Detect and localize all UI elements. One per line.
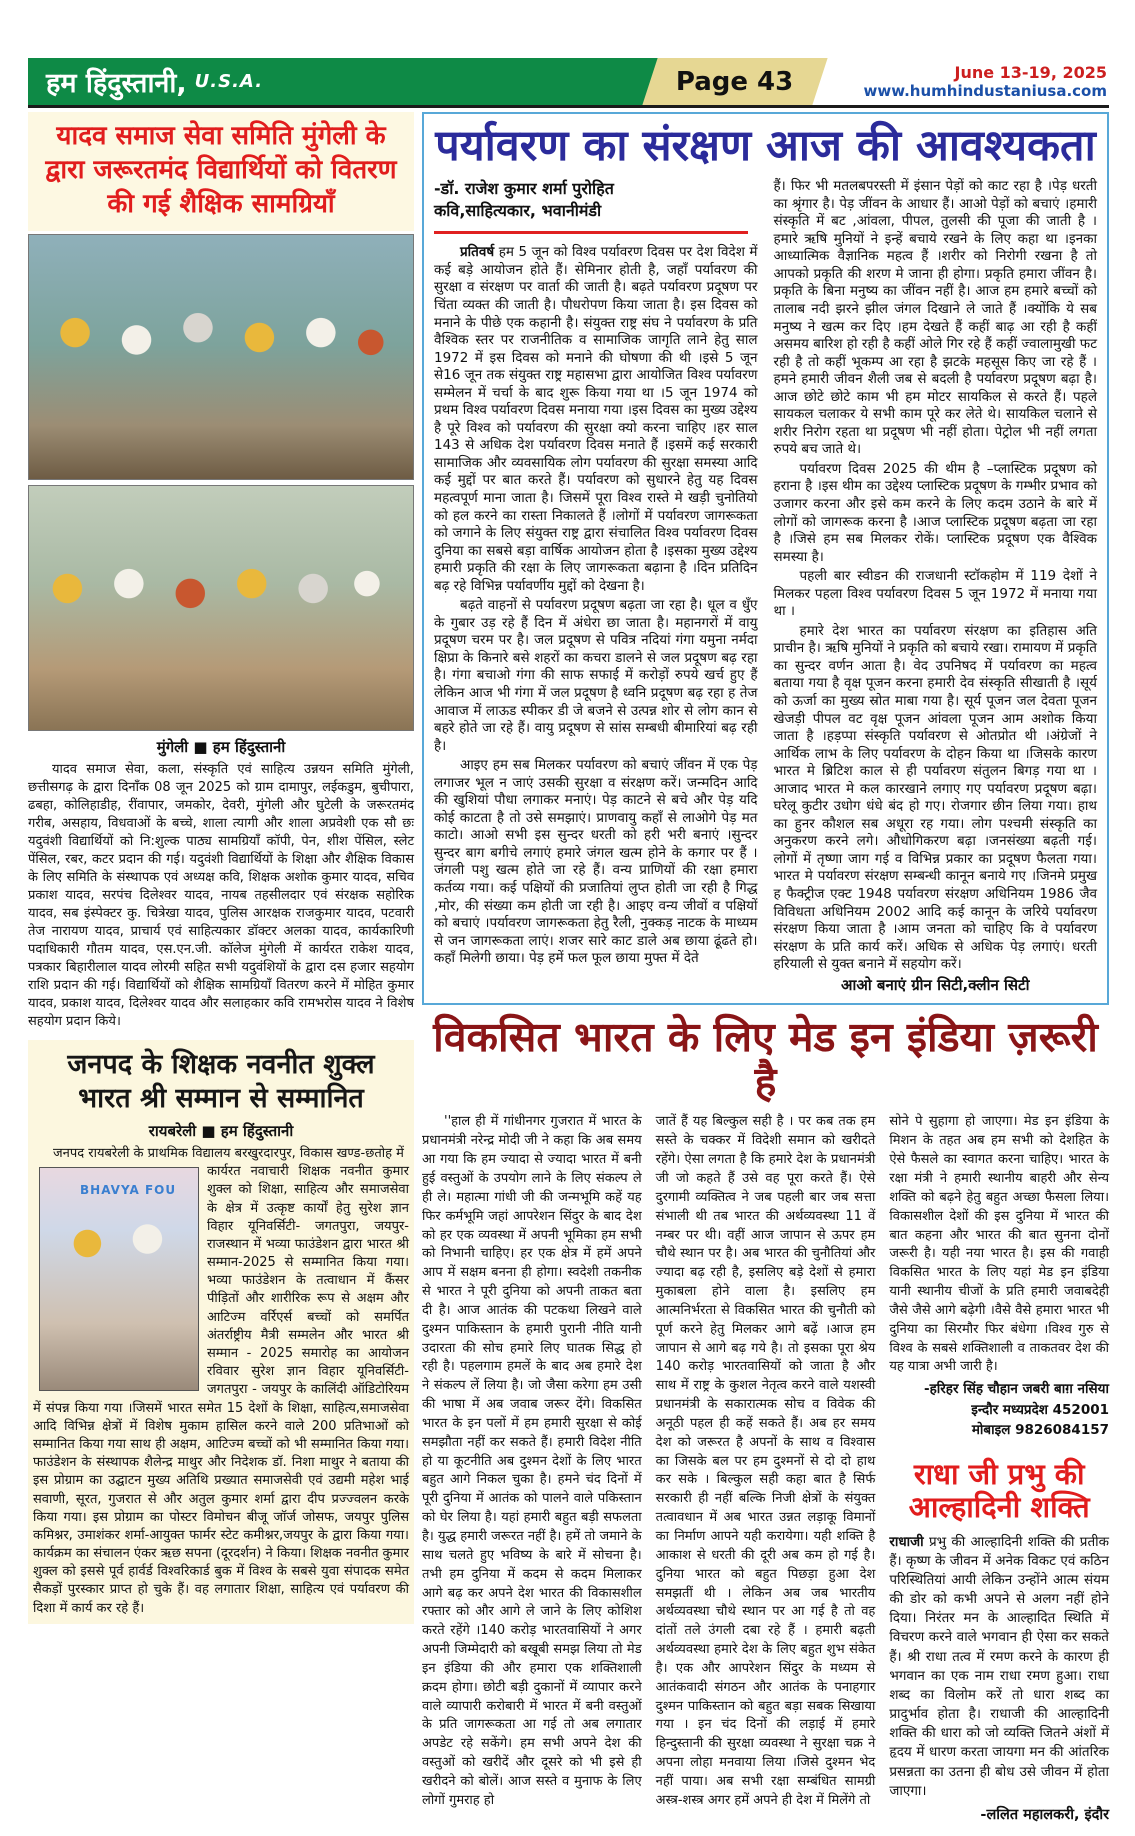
red-divider-rule	[434, 231, 748, 234]
shukla-article	[28, 1040, 414, 1623]
yadav-headline: यादव समाज सेवा समिति मुंगेली के द्वारा जरूरतमंद विद्यार्थियों को वितरण की गई शैक्षिक सामग्रियाँ	[45, 121, 397, 219]
website-url: www.humhindustaniusa.com	[863, 82, 1107, 100]
environment-columns	[434, 178, 1097, 995]
radha-headline-line1: राधा जी प्रभु की	[913, 1457, 1085, 1492]
shukla-body	[33, 1145, 409, 1618]
issue-info	[863, 58, 1109, 105]
article-paragraph: आइए हम सब मिलकर पर्यावरण को बचाएं जींवन में एक पेड़ लगाजर भूल न जाएं उसकी सुरक्षा व संरक्षण करें। जन्मदिन आदि की खुशियां पौधा लगाकर मनाएं। पेड़ काटने से बचे और पेड़ यदि कोई काटता है तो उसे समझाएं। प्राणवायु कहाँ से लाओगे पेड़ मत काटो। आओ सभी इस सुन्दर धरती को हरी भरी बनाएं ।सुन्दर सुन्दर बाग बगीचे लगाएं हमारे जंगल खत्म होने के कगार पर हैं ।जंगली पशु खत्म होते जा रहे हैं। वन्य प्राणियों की रक्षा हमारा कर्तव्य गया। कई पक्षियों की प्रजातियां लुप्त होती जा रही है गिद्ध ,मोर, की संख्या कम होती जा रही है। आइए वन्य जीवों व पक्षियों को बचाएं ।पर्यावरण जागरूकता हेतु रैली, नुक्कड़ नाटक के माध्यम से जन जागरूकता लाएं। शजर सारे काट डाले अब छाया ढूंढते हो। कहाँ मिलेगी छाया। पेड़ हमें फल फूल छाया मुफ्त में देते	[434, 757, 758, 967]
right-column	[422, 112, 1109, 1826]
article-paragraph: ''हाल ही में गांधीनगर गुजरात में भारत के प्रधानमंत्री नरेन्द्र मोदी जी ने कहा कि अब समय आ गया कि हम ज्यादा से ज्यादा भारत में बनी हुई वस्तुओं के उपयोग लाने के लिए संकल्प ले ही ले। महात्मा गांधी जी की जन्मभूमि कहें यह फिर कर्मभूमि जहां आपरेशन सिंदुर के बाद देश को हर एक व्यवस्था में अपनी भूमिका हम सभी को निभानी चाहिए। हर एक क्षेत्र में हमें अपने आप में सक्षम बनना ही होगा। स्वदेशी तकनीक से भारत ने पूरी दुनिया को अपनी ताकत बता दी है। आज आतंक की पटकथा लिखने वाले दुश्मन पाकिस्तान के हमारी पुरानी नीति यानी उदारता की सोच हमारे लिए घातक सिद्ध हो रही है। पहलगाम हमलें के बाद अब हमारे देश ने संकल्प लें लिया है। जो जैसा करेगा हम उसी की भाषा में अब जवाब जरूर देंगे। विकसित भारत के इन पलों में हम हमारी सुरक्षा से कोई समझौता नहीं कर सकते हैं। हमारी विदेश नीति हो या कूटनीति अब दुश्मन देशों के लिए भारत बहुत आगे निकल चुका है। हमने चंद दिनों में पूरी दुनिया में आतंक को पालने वाले पकिस्तान को घेर लिया है। यहां हमारी बहुत बड़ी सफलता है। युद्ध हमारी जरूरत नहीं है। हमें तो जमाने के साथ चलते हुए भविष्य के बारे में सोचना है। तभी हम दुनिया में कदम से कदम मिलाकर आगे बढ़ कर अपने देश भारत की विकासशील रफ्तार को और आगे ले जाने के लिए कोशिश करते रहेंगे ।140 करोड़ भारतवासियों ने अगर अपनी जिम्मेदारी को बखूबी समझ लिया तो मेड इन इंडिया की और हमारा एक शक्तिशाली क्रदम होगा। छोटी बड़ी दुकानों में व्यापार करने वाले व्यापारी करोबारी में भारत में बनी वस्तुओं के प्रति जागरूकता आ गई तो अब लगातार अपडेट रहे सकेंगे। हम सभी अपने देश की वस्तुओं को खरीदें और दूसरे को भी इसे ही खरीदने को बोलें। आज सस्ते व मुनाफ के लिए लोगों गुमराह हो	[422, 1114, 642, 1808]
made-column-1	[422, 1113, 642, 1825]
paragraph-text: प्रभु की आल्हादिनी शक्ति की प्रतीक हैं। कृष्ण के जीवन में अनेक विकट एवं कठिन परिस्थितियां आयी लेकिन उन्होंने आत्म संयम की डोर को कभी अपने से अलग नहीं होने दिया। निरंतर मन के आल्हादित स्थिति में विचरण करने वाले भगवान ही ऐसा कर सकते हैं। श्री राधा तत्व में रमण करने के कारण ही भगवान का एक नाम राधा रमण हुआ। राधा शब्द का विलोम करें तो धारा शब्द का प्रादुर्भाव होता है। राधाजी की आल्हादिनी शक्ति की धारा को जो व्यक्ति जितने अंशों में हृदय में धारण करता जायगा मन की आंतरिक प्रसन्नता का उतना ही बोध उसे जीवन में होता जाएगा।	[889, 1533, 1110, 1799]
shukla-headline	[33, 1048, 409, 1116]
photo-banner-text: BHAVYA FOU	[80, 1183, 177, 1198]
yadav-article	[28, 112, 414, 231]
radha-article	[889, 1458, 1109, 1826]
article-paragraph: हैं। फिर भी मतलबपरस्ती में इंसान पेड़ों को काट रहा है ।पेड़ धरती का श्रृंगार है। पेड़ जींवन के आधार हैं। आओ पेड़ों को बचाएं ।हमारी संस्कृति में बट ,आंवला, पीपल, तुलसी की पूजा की जाती है । हमारे ऋषि मुनियों ने इन्हें बचाये रखने के लिए कहा था ।इनका आध्यात्मिक वैज्ञानिक महत्व हैं ।शरीर को निरोगी रखना है तो आपको प्रकृति की शरण मे जाना ही होगा। प्रकृति हमारा जींवन है। प्रकृति के बिना मनुष्य का जींवन नहीं है। आज हम हमारे बच्चों को तालाब नदी झरने झील जंगल दिखाने ले जाते हैं ।क्योंकि ये सब मनुष्य ने खत्म कर दिए ।हम देखते हैं कहीं बाढ़ आ रही है कहीं असमय बारिश हो रही है कहीं ओले गिर रहे हैं कहीं ज्वालामुखी फट रही है तो कहीं भूकम्प आ रहा है झटके महसूस किए जा रहे हैं ।हमने हमारी जीवन शैली जब से बदली है पर्यावरण प्रदूषण बढ़ा है। आज छोटे छोटे काम भी हम मोटर सायकिल से करते हैं। पहले सायकल चलाकर ये सभी काम पूरे कर लेते थे। सायकिल चलाने से शरीर निरोग रहता था प्रदूषण भी नहीं होता। पेट्रोल भी नहीं लगता रुपये बच जाते थे।	[773, 178, 1097, 458]
made-in-india-article	[422, 1015, 1109, 1826]
award-ceremony-photo	[39, 1167, 199, 1391]
lead-word: प्रतिवर्ष	[460, 244, 495, 261]
article-paragraph	[434, 244, 758, 595]
article-paragraph	[889, 1533, 1109, 1801]
article-paragraph: जनपद रायबरेली के प्राथमिक विद्यालय बरखुरदारपुर, विकास खण्ड-छतोह में	[53, 1145, 404, 1161]
made-author-attribution	[889, 1379, 1109, 1440]
author-title: कवि,साहित्यकार, भवानीमंडी	[434, 200, 602, 220]
environment-closing-slogan: आओ बनाएं ग्रीन सिटी,क्लीन सिटी	[841, 975, 1030, 994]
masthead-banner	[28, 58, 668, 105]
article-paragraph: पहली बार स्वीडन की राजधानी स्टॉकहोम में 119 देशों ने मिलकर पहला विश्व पर्यावरण दिवस 5 जून 1972 में मनाया गया था ।	[773, 568, 1097, 620]
masthead-suffix: U.S.A.	[194, 71, 264, 92]
yadav-group-photo-1	[28, 234, 414, 480]
made-in-india-headline: विकसित भारत के लिए मेड इन इंडिया ज़रूरी है	[433, 1013, 1098, 1107]
radha-headline	[889, 1458, 1109, 1525]
article-paragraph: पर्यावरण दिवस 2025 की थीम है –प्लास्टिक प्रदूषण को हराना है ।इस थीम का उद्देश्य प्लास्टिक प्रदूषण के गम्भीर प्रभाव को उजागर करना और इसे कम करने के लिए कदम उठाने के बारे में लोगों को जागरूक करना है ।आज प्लास्टिक प्रदूषण बढ़ता जा रहा है ।जिसे हम सब मिलकर रोकें। प्लास्टिक प्रदूषण एक वैश्विक समस्या है।	[773, 460, 1097, 565]
made-column-2	[656, 1113, 876, 1825]
shukla-headline-line1: जनपद के शिक्षक नवनीत शुक्ल	[67, 1049, 375, 1081]
made-column-3	[889, 1113, 1109, 1825]
issue-date: June 13-19, 2025	[954, 63, 1107, 82]
article-paragraph: कार्यरत नवाचारी शिक्षक नवनीत कुमार शुक्ल को शिक्षा, साहित्य और समाजसेवा के क्षेत्र में उत्कृष्ट कार्यों हेतु सुरेश ज्ञान विहार यूनिवर्सिटी- जगतपुरा, जयपुर-राजस्थान में भव्या फाउंडेशन द्वारा भारत श्री सम्मान-2025 से सम्मानित किया गया। भव्या फाउंडेशन के तत्वाधान में कैंसर पीड़ितों और शारीरिक रूप से अक्षम और आटिज्म वर्रिएर्स बच्चों को समर्पित अंतर्राष्ट्रीय मैत्री सम्मलेन और भारत श्री सम्मान - 2025 समारोह का आयोजन रविवार सुरेश ज्ञान विहार यूनिवर्सिटी- जगतपुरा - जयपुर के कालिंदी ऑडिटोरियम में संपन्न किया गया ।जिसमें भारत समेत 15 देशों के शिक्षा, साहित्य,समाजसेवा आदि विभिन्न क्षेत्रों में विशेष मुकाम हासिल करने वाले 200 प्रतिभाओं को सम्मानित किया गया साथ ही अक्षम, आटिज्म बच्चों को भी सम्मानित किया गया। फाउंडेशन के संस्थापक शैलेन्द्र माथुर और निदेशक डॉ. निशा माथुर ने बताया की इस प्रोग्राम का उद्घाटन मुख्य अतिथि प्रख्यात समाजसेवी एवं उद्यमी महेश भाई सवाणी, सूरत, गुजरात से और अतुल कुमार शर्मा द्वारा दीप प्रज्ज्वलन करके किया गया। इस प्रोग्राम का पोस्टर विमोचन बीजू जॉर्ज जोसफ, जयपुर पुलिस कमिश्नर, उमाशंकर शर्मा-आयुक्त फार्मर स्टेट कमीश्नर,जयपुर के द्वारा किया गया। कार्यक्रम का संचालन एंकर ऋछ सपना (दूरदर्शन) ने किया। शिक्षक नवनीत कुमार शुक्ल को इससे पूर्व हार्वर्ड विश्वरिकार्ड बुक में विश्व के सबसे युवा संपादक समेत सैकड़ों पुरस्कार प्राप्त हो चुके हैं। वह लगातार शिक्षा, साहित्य एवं पर्यावरण की दिशा में कार्य कर रहे हैं।	[33, 1164, 409, 1616]
article-paragraph: यादव समाज सेवा, कला, संस्कृति एवं साहित्य उन्नयन समिति मुंगेली, छत्तीसगढ़ के द्वारा दिनाँक 08 जून 2025 को ग्राम दामापुर, लईकडुम, बुचीपारा, ढबहा, कोलिहाडीह, रींवापार, जमकोर, देवरी, मुंगेली और घुटेली के जरूरतमंद गरीब, असहाय, विधवाओं के बच्चे, शाला त्यागी और शाला अप्रवेशी एक सौ छः यदुवंशी विद्यार्थियों को नि:शुल्क पाठ्य सामग्रियाँ कॉपी, पेन, शीश पेंसिल, स्लेट पेंसिल, रबर, कटर प्रदान की गई। यदुवंशी विद्यार्थियों के शिक्षा और शैक्षिक विकास के लिए समिति के संस्थापक एवं अध्यक्ष कवि, शिक्षक अशोक कुमार यादव, सचिव प्रकाश यादव, सरपंच दिलेश्वर यादव, नायब तहसीलदार एवं संरक्षक सहोरिक यादव, सब इंस्पेक्टर कु. चित्रेखा यादव, पुलिस आरक्षक राजकुमार यादव, पटवारी तेज नारायण यादव, प्राचार्य एवं साहित्यकार डॉक्टर अलका यादव, कार्यकारिणी पदाधिकारी गौतम यादव, एस.एन.जी. कॉलेज मुंगेली में कार्यरत राकेश यादव, पत्रकार बिहारीलाल यादव लोरमी सहित सभी यदुवंशियों के द्वारा दस हजार सहयोग राशि प्रदान की गई। विद्यार्थियों को शैक्षिक सामग्रियाँ वितरण करने में मोहित कुमार यादव, प्रकाश यादव, दिलेश्वर यादव और सलाहकार कवि रामभरोस यादव ने विशेष सहयोग प्रदान किये।	[28, 762, 414, 1029]
environment-article	[422, 112, 1109, 1005]
shukla-headline-line2: भारत श्री सम्मान से सम्मानित	[78, 1083, 364, 1115]
yadav-body	[28, 761, 414, 1030]
made-in-india-columns	[422, 1113, 1109, 1825]
article-paragraph: जातें हैं यह बिल्कुल सही है । पर कब तक हम सस्ते के चक्कर में विदेशी समान को खरीदते रहेंगे। ऐसा लगता है कि हमारे देश के प्रधानमंत्री जी जो कहते हैं उसे वह पूरा करते हैं। ऐसे दुरगामी व्यक्तित्व ने जब पहली बार जब सत्ता संभाली थी तब भारत की अर्थव्यवस्था 11 वें नम्बर पर थी। वहीं आज जापान से ऊपर हम चौथे स्थान पर है। अब भारत की चुनौतियां और ज्यादा बढ़ रही है, इसलिए बड़े देशों से हमारा मुकाबला होने वाला है। इसलिए हम आत्मनिर्भरता से विकसित भारत की चुनौती को पूर्ण करने हेतु मिलकर आगे बढ़ें ।आज हम जापान से आगे बढ़ गये है। तो इसका पूरा श्रेय 140 करोड़ भारतवासियों को जाता है और साथ में राष्ट्र के कुशल नेतृत्व करने वाले यशस्वी प्रधानमंत्री के सकारात्मक सोच व विवेक की अनूठी पहल ही कहें सकते हैं। अब हर समय देश को जरूरत है अपनों के साथ व विश्वास का जिसके बल पर हम दुश्मनों से दो दो हाथ कर सके । बिल्कुल सही कहा बात है सिर्फ सरकारी ही नहीं बल्कि निजी क्षेत्रों के संयुक्त तत्वावधान में अब भारत उन्नत लड़ाकू विमानों का निर्माण आपने यही करायेगा। यही शक्ति है आकाश से धरती की दूरी अब कम हो गई है। दुनिया भारत को बहुत पिछड़ा हुआ देश समझतीं थी । लेकिन अब जब भारतीय अर्थव्यवस्था चौथे स्थान पर आ गई है तो वह दांतों तले उंगली दबा रहे हैं । हमारी बढ़ती अर्थव्यवस्था हमारे देश के लिए बहुत शुभ संकेत है। एक और आपरेशन सिंदुर के मध्यम से आतंकवादी संगठन और आतंक के पनाहगार दुश्मन पाकिस्तान को बहुत बड़ा सबक सिखाया गया । इन चंद दिनों की लड़ाई में हमारे हिन्दुस्तानी की सुरक्षा व्यवस्था ने सुरक्षा चक्र ने अपना लोहा मनवाया लिया ।जिसे दुश्मन भेद नहीं पाया। अब सभी रक्षा सम्बंधित सामग्री अस्त्र-शस्त्र अगर हमें अपने ही देश में मिलेंगे तो	[655, 1114, 876, 1808]
author-name: -डॉ. राजेश कुमार शर्मा पुरोहित	[434, 179, 614, 199]
article-paragraph: सोने पे सुहागा हो जाएगा। मेड इन इंडिया के मिशन के तहत अब हम सभी को देशहित के ऐसे फैसले का स्वागत करना चाहिए। भारत के रक्षा मंत्री ने हमारी स्थानीय बाहरी और सेन्य शक्ति को बढ़ने हेतु बहुत अच्छा फैसला लिया। विकासशील देशों की इस दुनिया में भारत की बात कहना और भारत की बात सुनना दोनों जरूरी है। यही नया भारत है। इस की गवाही विकसित भारत के लिए यहां मेड इन इंडिया यानी स्थानीय चीजों के प्रति हमारी जवाबदेही जैसे जैसे आगे बढ़ेगी ।वैसे वैसे हमारा भारत भी दुनिया का सिरमौर फिर बंधेगा ।विश्व गुरु से विश्व के सबसे शक्तिशाली व ताकतवर देश की यह यात्रा अभी जारी है।	[889, 1114, 1110, 1375]
radha-author-sign: -ललित महालकरी, इंदौर	[980, 1806, 1110, 1823]
paragraph-text: हम 5 जून को विश्व पर्यावरण दिवस पर देश विदेश में कई बड़े आयोजन होते हैं। सेमिनार होती है, जहाँ पर्यावरण की सुरक्षा व संरक्षण पर वार्ता की जाती है। बढ़ते पर्यावरण प्रदूषण पर चिंता व्यक्त की जाती है। पौधरोपण किया जाता है। इस दिवस को मनाने के पीछे एक कहानी है। संयुक्त राष्ट्र संघ ने पर्यावरण के प्रति वैश्विक स्तर पर राजनीतिक व सामाजिक जागृति लाने हेतु साल 1972 में इस दिवस को मनाने की घोषणा की थी ।इसे 5 जून से16 जून तक संयुक्त राष्ट्र महासभा द्वारा आयोजित विश्व पर्यावरण सम्मेलन में चर्चा के बाद शुरू किया गया था ।5 जून 1974 को प्रथम विश्व पर्यावरण दिवस मनाया गया ।इस दिवस का मुख्य उद्देश्य है पूरे विश्व को पर्यावरण की सुरक्षा क्यो करना चाहिए ।हर साल 143 से अधिक देश पर्यावरण दिवस मनाते हैं ।इसमें कई सरकारी सामाजिक और व्यवसायिक लोग पर्यावरण की सुरक्षा समस्या आदि कई मुद्दों पर बात करते हैं। पर्यावरण को सुधारने हेतु यह दिवस महत्वपूर्ण माना जाता है। जिसमें पूरा विश्व रास्ते मे खड़ी चुनोतियो को हल करने का रास्ता निकालते हैं ।लोगों में पर्यावरण जागरूकता को जगाने के लिए संयुक्त राष्ट्र द्वारा संचालित विश्व पर्यावरण दिवस दुनिया का सबसे बड़ा वार्षिक आयोजन होता है ।इसका मुख्य उद्देश्य हमारी प्रकृति की रक्षा के लिए जागरूकता बढ़ाना है ।दिन प्रतिदिन बढ़ रहे विभिन्न पर्यावर्णीय मुद्दों को देखना है।	[434, 244, 758, 594]
radha-headline-line2: आल्हादिनी शक्ति	[908, 1490, 1090, 1525]
yadav-group-photo-2	[28, 485, 414, 731]
attribution-line: मोबाइल 9826084157	[971, 1421, 1110, 1438]
page-number: Page 43	[676, 66, 794, 97]
environment-column-1	[434, 178, 758, 995]
page-body	[28, 112, 1109, 1826]
yadav-caption: मुंगेली ■ हम हिंदुस्तानी	[156, 738, 286, 757]
page-number-box	[642, 58, 827, 105]
attribution-line: -हरिहर सिंह चौहान जबरी बाग़ नसिया	[924, 1381, 1110, 1398]
page-header	[28, 58, 1109, 108]
attribution-line: इन्दौर मध्यप्रदेश 452001	[971, 1401, 1110, 1418]
left-column	[28, 112, 414, 1826]
environment-headline: पर्यावरण का संरक्षण आज की आवश्यकता	[435, 121, 1096, 171]
shukla-byline: रायबरेली ■ हम हिंदुस्तानी	[148, 1121, 294, 1140]
article-paragraph: बढ़ते वाहनों से पर्यावरण प्रदूषण बढ़ता जा रहा है। धूल व धुँए के गुबार उड़ रहे हैं दिन में अंधेरा छा जाता है। महानगरों में वायु प्रदूषण चरम पर है। जल प्रदूषण से पवित्र नदियां गंगा यमुना नर्मदा क्षिप्रा के किनारे बसे शहरों का कचरा डालने से जल प्रदूषण बढ़ रहा है। गंगा बचाओ गंगा की साफ सफाई में करोड़ों रुपये खर्च हुए हैं लेकिन आज भी गंगा में जल प्रदूषण है ध्वनि प्रदूषण बढ़ रहा ह तेज आवाज में लाऊड स्पीकर डी जे बजने से उत्पन्न शोर से लोग कान से बहरे होते जा रहे हैं। वायु प्रदूषण से सांस सम्बधी बीमारियां बढ़ रही है।	[434, 597, 758, 754]
masthead-title: हम हिंदुस्तानी,	[46, 68, 187, 99]
environment-column-2	[774, 178, 1098, 995]
lead-word: राधाजी	[889, 1533, 924, 1550]
article-paragraph: हमारे देश भारत का पर्यावरण संरक्षण का इतिहास अति प्राचीन है। ऋषि मुनियों ने प्रकृति को बचाये रखा। रामायण में प्रकृति का सुन्दर वर्णन आता है। वेद उपनिषद में पर्यावरण का महत्व बताया गया है वृक्ष पूजन करना हमारी देव संस्कृति सीखाती है ।सूर्य को ऊर्जा का मुख्य स्रोत माबा गया है। सूर्य पूजन जल देवता पूजन खेजड़ी पीपल वट वृक्ष पूजन आंवला पूजन आम अशोक किया जाता है ।हड़प्पा संस्कृति पर्यावरण से ओतप्रोत थी ।अंग्रेजों ने आर्थिक लाभ के लिए पर्यावरण के दोहन किया था ।जिसके कारण भारत मे ब्रिटिश काल से ही पर्यावरण संतुलन बिगड़ गया था ।आजाद भारत मे कल कारखाने लगाए गए पर्यावरण प्रदूषण बढ़ा। घरेलू कुटीर उधोग धंधे बंद हो गए। रोजगार छीन लिया गया। हाथ का हुनर कौशल सब अधूरा रह गया। लोग पश्चमी संस्कृति का अनुकरण करने लगे। औधोगिकरण बढ़ा ।जनसंख्या बढ़ती गई। लोगों में तृष्णा जाग गई व विभिन्न प्रकार का प्रदूषण फैलता गया। भारत मे पर्यावरण संरक्षण सम्बन्धी कानून बनाये गए ।जिनमे प्रमुख ह फैक्ट्रीज एक्ट 1948 पर्यावरण संरक्षण अधिनियम 1986 जैव विविधता अधिनियम 2002 आदि कई कानून के जरिये पर्यावरण संरक्षण किया जाता है ।आम जनता को चाहिए कि वे पर्यावरण संरक्षण के प्रति कार्य करें। अधिक से अधिक पेड़ लगाएं। धरती हरियाली से युक्त बनाने में सहयोग करें।	[773, 622, 1097, 973]
